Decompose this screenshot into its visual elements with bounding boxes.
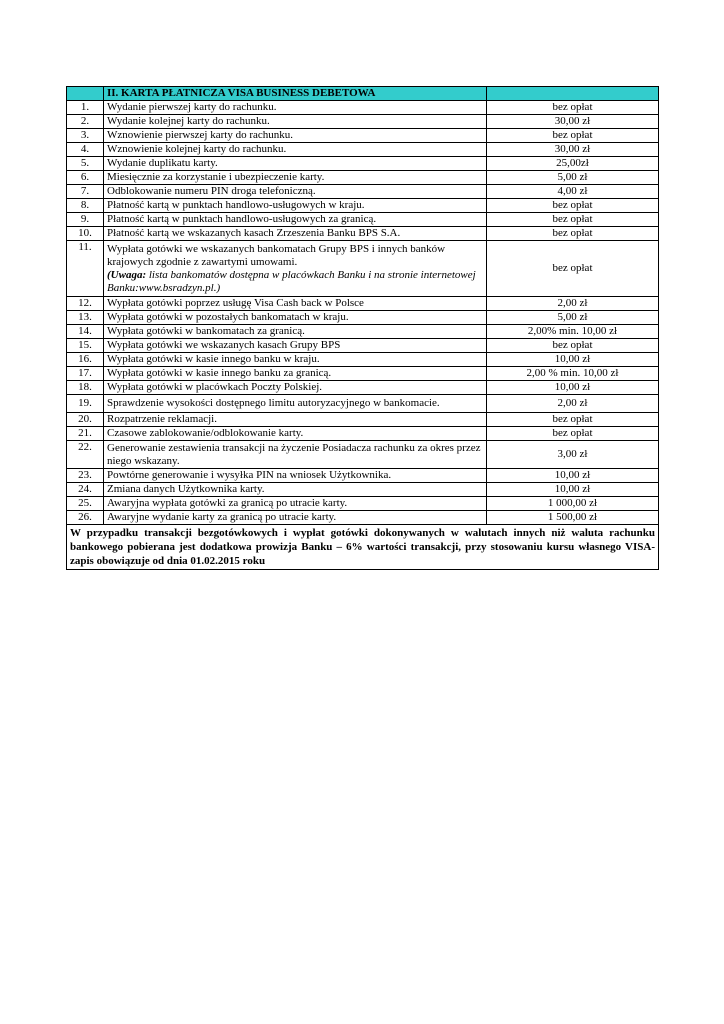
row-number: 10.: [67, 227, 104, 241]
table-row: [67, 143, 659, 157]
row-description: [104, 497, 487, 511]
row-number: 18.: [67, 381, 104, 395]
row-description-text: Wypłata gotówki w bankomatach za granicą.: [107, 325, 305, 337]
table-row: [67, 381, 659, 395]
table-row: [67, 157, 659, 171]
row-fee: 30,00 zł: [487, 143, 659, 157]
table-row: [67, 469, 659, 483]
table-row: [67, 427, 659, 441]
row-description: [104, 413, 487, 427]
row-fee: bez opłat: [487, 101, 659, 115]
row-fee: 2,00 zł: [487, 395, 659, 413]
row-description-text: Wypłata gotówki we wskazanych kasach Grupy BPS: [107, 339, 341, 351]
row-fee: 2,00 % min. 10,00 zł: [487, 367, 659, 381]
table-row: [67, 325, 659, 339]
row-number: 2.: [67, 115, 104, 129]
row-description-text: Miesięcznie za korzystanie i ubezpieczenie karty.: [107, 171, 325, 183]
table-row: [67, 353, 659, 367]
row-number: 15.: [67, 339, 104, 353]
table-row: [67, 511, 659, 525]
row-description-text: Wypłata gotówki w pozostałych bankomatach w kraju.: [107, 311, 349, 323]
row-number: 1.: [67, 101, 104, 115]
row-description-text: Wypłata gotówki w kasie innego banku w kraju.: [107, 353, 320, 365]
row-fee: 10,00 zł: [487, 469, 659, 483]
table-row: [67, 241, 659, 297]
row-number: 20.: [67, 413, 104, 427]
row-description: [104, 101, 487, 115]
row-number: 7.: [67, 185, 104, 199]
row-description-text: Wydanie duplikatu karty.: [107, 157, 218, 169]
row-description: [104, 311, 487, 325]
row-description: [104, 157, 487, 171]
row-description: [104, 241, 487, 297]
row-description: [104, 427, 487, 441]
row-fee: bez opłat: [487, 427, 659, 441]
row-fee: 5,00 zł: [487, 171, 659, 185]
row-fee: 1 500,00 zł: [487, 511, 659, 525]
row-number: 8.: [67, 199, 104, 213]
row-fee: 5,00 zł: [487, 311, 659, 325]
row-number: 26.: [67, 511, 104, 525]
row-fee: 4,00 zł: [487, 185, 659, 199]
row-number: 6.: [67, 171, 104, 185]
row-description-text: Rozpatrzenie reklamacji.: [107, 413, 217, 425]
row-fee: 1 000,00 zł: [487, 497, 659, 511]
table-row: [67, 339, 659, 353]
row-number: 24.: [67, 483, 104, 497]
row-description-text: Awaryjna wypłata gotówki za granicą po utracie karty.: [107, 497, 348, 509]
table-row: [67, 185, 659, 199]
row-fee: 25,00zł: [487, 157, 659, 171]
row-description-text: Wydanie pierwszej karty do rachunku.: [107, 101, 277, 113]
table-row: [67, 483, 659, 497]
table-row: [67, 497, 659, 511]
row-number: 17.: [67, 367, 104, 381]
row-number: 23.: [67, 469, 104, 483]
footer-row: [67, 525, 659, 570]
row-number: 5.: [67, 157, 104, 171]
row-description-text: Generowanie zestawienia transakcji na życzenie Posiadacza rachunku za okres przez niego wskazany.: [107, 441, 481, 467]
row-fee: 10,00 zł: [487, 353, 659, 367]
section-title: II. KARTA PŁATNICZA VISA BUSINESS DEBETOWA: [104, 87, 487, 101]
row-description-text: Płatność kartą w punktach handlowo-usługowych w kraju.: [107, 199, 365, 211]
row-fee: 3,00 zł: [487, 441, 659, 469]
row-description-text: Wydanie kolejnej karty do rachunku.: [107, 115, 270, 127]
row-description: [104, 129, 487, 143]
table-row: [67, 413, 659, 427]
row-number: 13.: [67, 311, 104, 325]
row-description-text: Wypłata gotówki poprzez usługę Visa Cash back w Polsce: [107, 297, 364, 309]
table-row: [67, 367, 659, 381]
row-fee: 30,00 zł: [487, 115, 659, 129]
row-fee: bez opłat: [487, 213, 659, 227]
row-number: 25.: [67, 497, 104, 511]
row-description: [104, 325, 487, 339]
row-number: 4.: [67, 143, 104, 157]
row-description-text: Wznowienie kolejnej karty do rachunku.: [107, 143, 287, 155]
row-note-label: (Uwaga:: [107, 268, 147, 281]
row-description-text: Płatność kartą we wskazanych kasach Zrzeszenia Banku BPS S.A.: [107, 227, 401, 239]
header-num-cell: [67, 87, 104, 101]
table-row: [67, 115, 659, 129]
table-row: [67, 101, 659, 115]
row-fee: 2,00% min. 10,00 zł: [487, 325, 659, 339]
row-description: [104, 227, 487, 241]
row-description: [104, 339, 487, 353]
row-description: [104, 143, 487, 157]
row-description: [104, 441, 487, 469]
row-description-text: Zmiana danych Użytkownika karty.: [107, 483, 265, 495]
table-row: [67, 171, 659, 185]
row-fee: 10,00 zł: [487, 483, 659, 497]
row-description-text: Odblokowanie numeru PIN droga telefoniczną.: [107, 185, 316, 197]
row-description-text: Wypłata gotówki w placówkach Poczty Polskiej.: [107, 381, 323, 393]
row-fee: bez opłat: [487, 227, 659, 241]
row-fee: bez opłat: [487, 199, 659, 213]
row-description: [104, 297, 487, 311]
row-description-text: Czasowe zablokowanie/odblokowanie karty.: [107, 427, 304, 439]
fee-table-page: [66, 86, 658, 570]
row-description: [104, 395, 487, 413]
row-description: [104, 367, 487, 381]
row-description-text: Wypłata gotówki w kasie innego banku za granicą.: [107, 367, 332, 379]
row-number: 19.: [67, 395, 104, 413]
table-row: [67, 129, 659, 143]
table-row: [67, 311, 659, 325]
row-number: 12.: [67, 297, 104, 311]
row-description: [104, 115, 487, 129]
row-fee: bez opłat: [487, 339, 659, 353]
row-description: [104, 469, 487, 483]
row-description-text: Płatność kartą w punktach handlowo-usługowych za granicą.: [107, 213, 377, 225]
row-description: [104, 381, 487, 395]
row-description: [104, 483, 487, 497]
row-fee: bez opłat: [487, 241, 659, 297]
row-number: 22.: [67, 441, 104, 469]
row-number: 21.: [67, 427, 104, 441]
header-fee-cell: [487, 87, 659, 101]
row-number: 14.: [67, 325, 104, 339]
row-description: [104, 171, 487, 185]
fee-table: [66, 86, 659, 570]
row-number: 3.: [67, 129, 104, 143]
table-row: [67, 213, 659, 227]
row-fee: bez opłat: [487, 129, 659, 143]
row-description-text: Wypłata gotówki we wskazanych bankomatach Grupy BPS i innych banków krajowych zgodnie z zawartymi umowami.: [107, 242, 446, 268]
row-number: 11.: [67, 241, 104, 297]
row-description: [104, 185, 487, 199]
row-description: [104, 511, 487, 525]
row-description-text: Awaryjne wydanie karty za granicą po utracie karty.: [107, 511, 337, 523]
row-fee: 10,00 zł: [487, 381, 659, 395]
row-description: [104, 213, 487, 227]
row-number: 9.: [67, 213, 104, 227]
row-description: [104, 353, 487, 367]
row-description-text: Wznowienie pierwszej karty do rachunku.: [107, 129, 294, 141]
row-description: [104, 199, 487, 213]
table-row: [67, 199, 659, 213]
table-row: [67, 297, 659, 311]
row-number: 16.: [67, 353, 104, 367]
row-description-text: Sprawdzenie wysokości dostępnego limitu autoryzacyjnego w bankomacie.: [107, 397, 440, 409]
table-row: [67, 227, 659, 241]
row-note: [107, 269, 476, 294]
table-row: [67, 395, 659, 413]
row-description-text: Powtórne generowanie i wysyłka PIN na wniosek Użytkownika.: [107, 469, 392, 481]
row-fee: 2,00 zł: [487, 297, 659, 311]
row-fee: bez opłat: [487, 413, 659, 427]
row-note-text: lista bankomatów dostępna w placówkach Banku i na stronie internetowej Banku:www.bsradzyn.pl.): [107, 268, 476, 294]
footer-note: W przypadku transakcji bezgotówkowych i wypłat gotówki dokonywanych w walutach innych niż waluta rachunku bankowego pobierana jest dodatkowa prowizja Banku – 6% wartości transakcji, przy stosowaniu kursu własnego VISA- zapis obowiązuje od dnia 01.02.2015 roku: [67, 525, 659, 570]
table-row: [67, 441, 659, 469]
table-header-row: [67, 87, 659, 101]
